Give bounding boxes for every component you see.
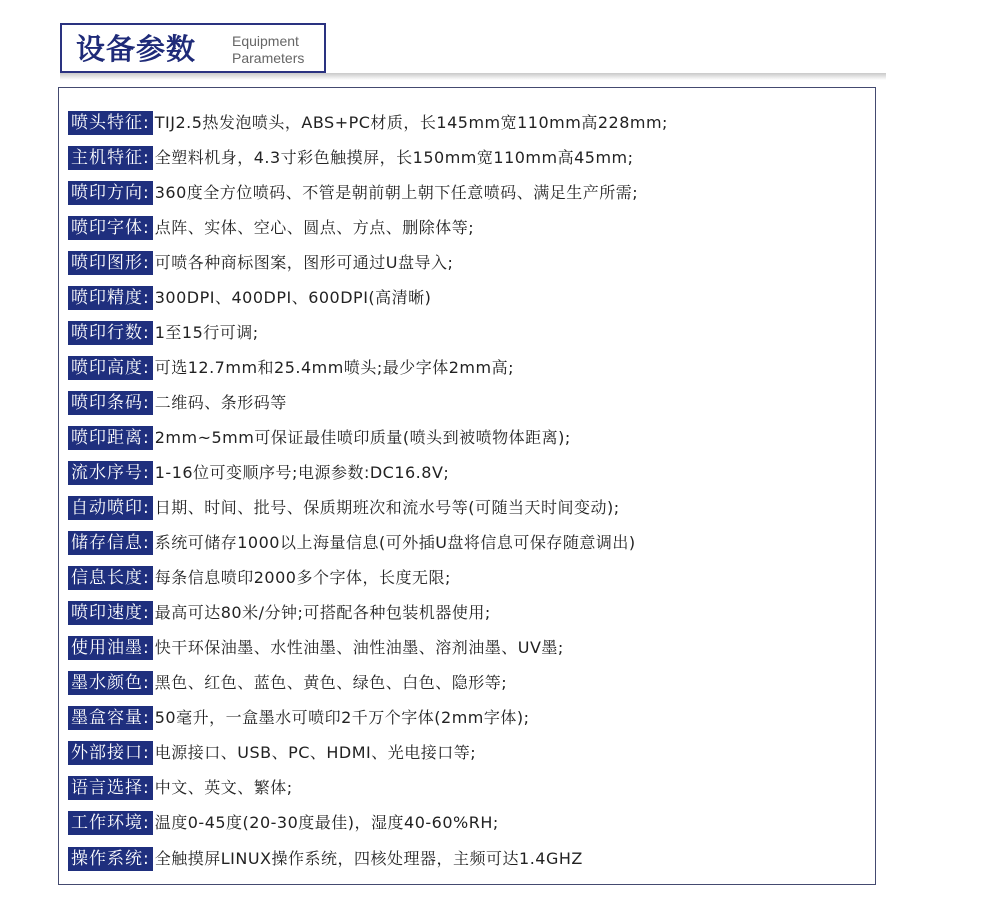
spec-value: 最高可达80米/分钟;可搭配各种包装机器使用; <box>154 603 491 623</box>
section-header <box>60 23 326 73</box>
spec-row <box>68 771 668 806</box>
spec-label: 喷印方向: <box>68 181 153 205</box>
spec-value: 温度0-45度(20-30度最佳)，湿度40-60%RH; <box>154 813 499 833</box>
spec-label: 语言选择: <box>68 776 153 800</box>
spec-row <box>68 245 668 280</box>
spec-value: 1-16位可变顺序号;电源参数:DC16.8V; <box>154 462 450 482</box>
spec-label: 墨水颜色: <box>68 671 153 695</box>
spec-value: TIJ2.5热发泡喷头，ABS+PC材质，长145mm宽110mm高228mm; <box>154 112 668 132</box>
spec-value: 系统可储存1000以上海量信息(可外插U盘将信息可保存随意调出) <box>154 533 636 553</box>
spec-row <box>68 420 668 455</box>
spec-value: 300DPI、400DPI、600DPI(高清晰) <box>154 287 432 307</box>
spec-row <box>68 561 668 596</box>
spec-row <box>68 491 668 526</box>
spec-label: 墨盒容量: <box>68 706 153 730</box>
spec-label: 使用油墨: <box>68 636 153 660</box>
spec-row <box>68 385 668 420</box>
spec-label: 喷印条码: <box>68 391 153 415</box>
spec-value: 全塑料机身，4.3寸彩色触摸屏，长150mm宽110mm高45mm; <box>154 147 634 167</box>
spec-row <box>68 701 668 736</box>
spec-row <box>68 105 668 140</box>
spec-label: 喷印行数: <box>68 321 153 345</box>
spec-row <box>68 631 668 666</box>
section-title-cn: 设备参数 <box>76 32 197 66</box>
spec-row <box>68 350 668 385</box>
spec-label: 喷印距离: <box>68 426 153 450</box>
spec-value: 可选12.7mm和25.4mm喷头;最少字体2mm高; <box>154 357 514 377</box>
spec-value: 快干环保油墨、水性油墨、油性油墨、溶剂油墨、UV墨; <box>154 638 564 658</box>
spec-value: 50毫升，一盒墨水可喷印2千万个字体(2mm字体); <box>154 708 530 728</box>
section-title-en-line1: Equipment <box>232 33 299 49</box>
spec-value: 2mm~5mm可保证最佳喷印质量(喷头到被喷物体距离); <box>154 427 571 447</box>
spec-label: 喷印精度: <box>68 286 153 310</box>
spec-label: 流水序号: <box>68 461 153 485</box>
spec-row <box>68 210 668 245</box>
spec-label: 自动喷印: <box>68 496 153 520</box>
spec-row <box>68 596 668 631</box>
spec-label: 信息长度: <box>68 566 153 590</box>
spec-value: 黑色、红色、蓝色、黄色、绿色、白色、隐形等; <box>154 673 508 693</box>
spec-row <box>68 841 668 876</box>
spec-label: 工作环境: <box>68 811 153 835</box>
header-shadow <box>60 73 886 80</box>
spec-row <box>68 806 668 841</box>
spec-value: 中文、英文、繁体; <box>154 778 293 798</box>
spec-label: 储存信息: <box>68 531 153 555</box>
spec-label: 喷头特征: <box>68 111 153 135</box>
spec-label: 喷印图形: <box>68 251 153 275</box>
spec-row <box>68 280 668 315</box>
spec-label: 主机特征: <box>68 146 153 170</box>
spec-value: 电源接口、USB、PC、HDMI、光电接口等; <box>154 743 477 763</box>
spec-label: 喷印字体: <box>68 216 153 240</box>
spec-value: 每条信息喷印2000多个字体，长度无限; <box>154 568 451 588</box>
section-title-en <box>232 33 304 67</box>
section-title-en-line2: Parameters <box>232 50 305 66</box>
spec-row <box>68 455 668 490</box>
spec-label: 喷印速度: <box>68 601 153 625</box>
spec-row <box>68 736 668 771</box>
spec-label: 外部接口: <box>68 741 153 765</box>
spec-row <box>68 140 668 175</box>
spec-value: 日期、时间、批号、保质期班次和流水号等(可随当天时间变动); <box>154 498 620 518</box>
spec-label: 喷印高度: <box>68 356 153 380</box>
spec-value: 全触摸屏LINUX操作系统，四核处理器，主频可达1.4GHZ <box>154 848 583 868</box>
spec-value: 点阵、实体、空心、圆点、方点、删除体等; <box>154 217 475 237</box>
spec-value: 可喷各种商标图案，图形可通过U盘导入; <box>154 252 454 272</box>
spec-value: 1至15行可调; <box>154 322 259 342</box>
spec-row <box>68 666 668 701</box>
spec-panel <box>58 87 876 885</box>
spec-row <box>68 526 668 561</box>
spec-row <box>68 315 668 350</box>
spec-value: 二维码、条形码等 <box>154 392 287 412</box>
spec-row <box>68 175 668 210</box>
spec-label: 操作系统: <box>68 847 153 871</box>
spec-list <box>68 105 668 876</box>
spec-value: 360度全方位喷码、不管是朝前朝上朝下任意喷码、满足生产所需; <box>154 182 639 202</box>
